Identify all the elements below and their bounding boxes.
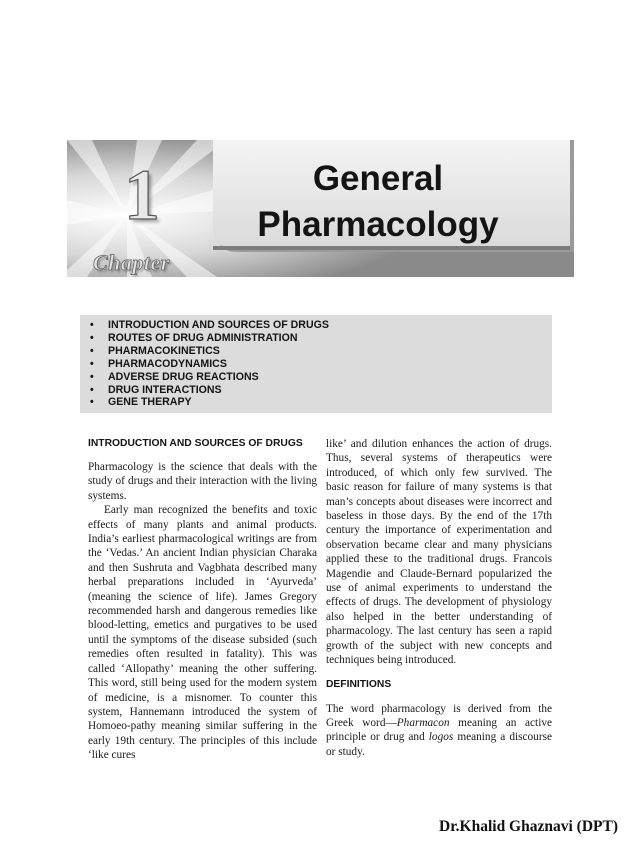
contents-item: • GENE THERAPY	[90, 396, 552, 409]
history-paragraph-continued: like’ and dilution enhances the action of drugs. Thus, several systems of therapeutics were introduced, of which only few survived. The basic reason for failure of many systems is that man’s concepts about diseases were incorrect and baseless in those days. By the end of the 17th century the importance of experimentation and observation became clear and many physicians applied these to the traditional drugs. Francois Magendie and Claude-Bernard popularized the use of animal experiments to understand the effects of drugs. The development of physiology also helped in the better understanding of pharmacology. The last century has seen a rapid growth of the subject with new concepts and techniques being introduced.	[326, 438, 552, 667]
definition-text: meaning an active principle or drug and	[326, 716, 552, 744]
section-heading-introduction: INTRODUCTION AND SOURCES OF DRUGS	[88, 438, 303, 449]
term-logos: logos	[428, 731, 454, 744]
right-column	[326, 437, 552, 759]
contents-item: • DRUG INTERACTIONS	[90, 384, 552, 397]
definition-paragraph	[326, 702, 552, 760]
chapter-title-line2: Pharmacology	[257, 205, 499, 244]
chapter-contents-box	[80, 315, 552, 413]
chapter-label: Chapter	[93, 250, 170, 275]
contents-list	[80, 315, 552, 409]
definition-text: The word pharmacology is derived from the Greek word—	[326, 702, 552, 729]
left-column	[88, 437, 317, 763]
contents-item: • ROUTES OF DRUG ADMINISTRATION	[90, 332, 552, 345]
contents-item: • PHARMACODYNAMICS	[90, 358, 552, 371]
author-credit: Dr.Khalid Ghaznavi (DPT)	[439, 818, 618, 835]
contents-item: • PHARMACOKINETICS	[90, 345, 552, 358]
chapter-title	[233, 156, 523, 248]
history-paragraph: Early man recognized the benefits and toxic effects of many plants and animal products. India’s earliest pharmacological writings are from the ‘Vedas.’ An ancient Indian physician Charaka and then Sushruta and Vagbhata described many herbal preparations included in ‘Ayurveda’ (meaning the science of life). James Gregory recommended harsh and dangerous remedies like blood-letting, emetics and purgatives to be used until the symptoms of the disease subsided (such remedies often resulted in fatality). This was called ‘Allopathy’ meaning the other suffering. This word, still being used for the modern system of medicine, is a misnomer. To counter this system, Hannemann introduced the system of Homoeo-pathy meaning similar suffering in the early 19th century. The principles of this include ‘like cures	[88, 504, 317, 762]
contents-item: • ADVERSE DRUG REACTIONS	[90, 371, 552, 384]
chapter-number: 1	[124, 155, 160, 235]
chapter-title-line1: General	[312, 159, 444, 198]
definition-text: meaning a discourse or study.	[326, 731, 552, 758]
contents-item: • INTRODUCTION AND SOURCES OF DRUGS	[90, 319, 552, 332]
section-heading-definitions: DEFINITIONS	[326, 678, 392, 690]
term-pharmacon: Pharmacon	[396, 716, 450, 729]
intro-paragraph: Pharmacology is the science that deals with the study of drugs and their interaction with the living systems.	[88, 461, 317, 502]
